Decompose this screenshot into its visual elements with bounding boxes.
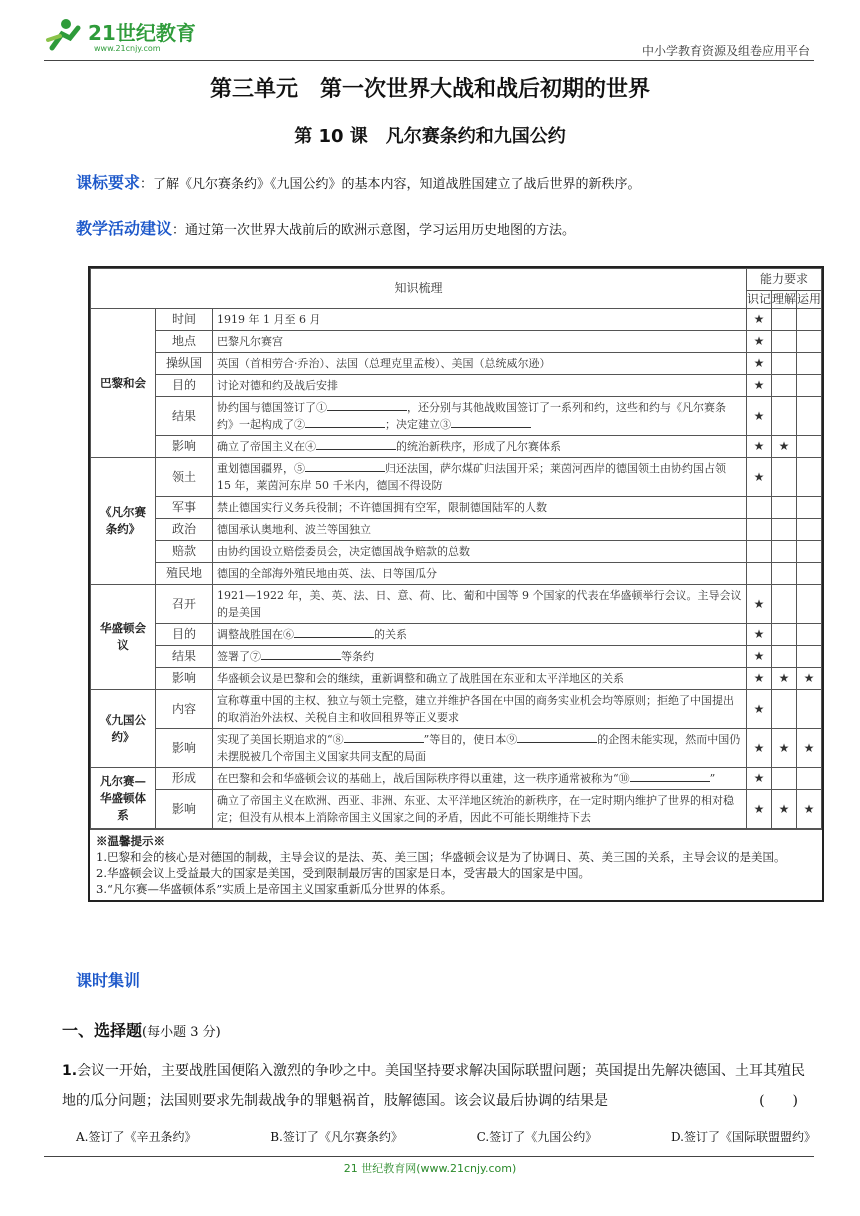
row-label: 影响 xyxy=(156,790,213,829)
star-mark: ★ xyxy=(747,353,772,375)
content-part: ；决定建立③ xyxy=(385,418,451,431)
practice-title: 课时集训 xyxy=(76,971,141,990)
star-mark: ★ xyxy=(747,790,772,829)
table-row xyxy=(91,646,822,668)
row-content xyxy=(213,436,747,458)
star-mark: ★ xyxy=(747,375,772,397)
ability-cell xyxy=(797,497,822,519)
row-content: 德国的全部海外殖民地由英、法、日等国瓜分 xyxy=(213,563,747,585)
ability-col: 运用 xyxy=(797,291,822,309)
star-mark: ★ xyxy=(747,646,772,668)
options-row xyxy=(76,1128,816,1145)
group-name: 华盛顿会议 xyxy=(91,585,156,690)
row-content xyxy=(213,646,747,668)
ability-header: 能力要求 xyxy=(747,269,822,291)
content-part: 的关系 xyxy=(374,628,407,641)
row-content: 讨论对德和约及战后安排 xyxy=(213,375,747,397)
star-mark: ★ xyxy=(797,729,822,768)
row-label: 影响 xyxy=(156,436,213,458)
fill-blank xyxy=(451,427,531,428)
table-row xyxy=(91,331,822,353)
table-row xyxy=(91,541,822,563)
row-content: 1919 年 1 月至 6 月 xyxy=(213,309,747,331)
tip-item: 1.巴黎和会的核心是对德国的制裁，主导会议的是法、英、美三国；华盛顿会议是为了协调日、英、美三国的关系，主导会议的是美国。 xyxy=(96,850,786,864)
ability-col: 理解 xyxy=(772,291,797,309)
row-content: 宣称尊重中国的主权、独立与领土完整，建立并维护各国在中国的商务实业机会均等原则；拒绝了中国提出的取消治外法权、关税自主和收回租界等正义要求 xyxy=(213,690,747,729)
fill-blank xyxy=(517,742,597,743)
row-content xyxy=(213,624,747,646)
fill-blank xyxy=(305,471,385,472)
ability-cell xyxy=(797,585,822,624)
content-part: 协约国与德国签订了① xyxy=(217,401,327,414)
ability-cell xyxy=(772,353,797,375)
ability-cell xyxy=(772,624,797,646)
row-content xyxy=(213,397,747,436)
fill-blank xyxy=(344,742,424,743)
ability-cell xyxy=(797,690,822,729)
ability-cell xyxy=(797,353,822,375)
content-part: ，还分别与其他战败国签订了一系列和约，这些和约与《凡尔赛条约》一起构成了② xyxy=(217,401,726,431)
table-row xyxy=(91,519,822,541)
table-row xyxy=(91,397,822,436)
star-mark: ★ xyxy=(797,668,822,690)
requirement-text: ：了解《凡尔赛条约》《九国公约》的基本内容，知道战胜国建立了战后世界的新秩序。 xyxy=(140,177,641,192)
tip-item: 2.华盛顿会议上受益最大的国家是美国，受到限制最厉害的国家是日本，受害最大的国家是中国。 xyxy=(96,866,590,880)
row-label: 时间 xyxy=(156,309,213,331)
option-c: C.签订了《九国公约》 xyxy=(476,1130,598,1144)
row-label: 影响 xyxy=(156,668,213,690)
row-label: 结果 xyxy=(156,646,213,668)
star-mark: ★ xyxy=(747,436,772,458)
section-note: (每小题 3 分) xyxy=(142,1025,221,1040)
star-mark: ★ xyxy=(772,729,797,768)
table-row xyxy=(91,436,822,458)
activity-suggestion xyxy=(76,216,575,239)
footer-text: 21 世纪教育网(www.21cnjy.com) xyxy=(343,1162,517,1175)
group-name: 凡尔赛—华盛顿体系 xyxy=(91,768,156,829)
site-logo xyxy=(44,14,214,54)
row-label: 目的 xyxy=(156,375,213,397)
row-label: 领土 xyxy=(156,458,213,497)
table-row xyxy=(91,309,822,331)
logo-text: 21世纪教育 xyxy=(88,21,196,45)
option-b: B.签订了《凡尔赛条约》 xyxy=(270,1130,403,1144)
row-label: 政治 xyxy=(156,519,213,541)
ability-cell xyxy=(747,563,772,585)
unit-title: 第三单元 第一次世界大战和战后初期的世界 xyxy=(209,77,650,102)
group-name: 《凡尔赛条约》 xyxy=(91,458,156,585)
ability-cell xyxy=(772,768,797,790)
table-row xyxy=(91,624,822,646)
ability-cell xyxy=(772,646,797,668)
ability-cell xyxy=(772,458,797,497)
ability-cell xyxy=(797,563,822,585)
ability-cell xyxy=(797,624,822,646)
ability-cell xyxy=(747,519,772,541)
content-part: 实现了美国长期追求的“⑧ xyxy=(217,733,344,746)
table-row xyxy=(91,353,822,375)
question-stem: 会议一开始，主要战胜国便陷入激烈的争吵之中。美国坚持要求解决国际联盟问题；英国提出先解决德国、土耳其殖民地的瓜分问题；法国则要求先制裁战争的罪魁祸首，肢解德国。该会议最后协调的结果是 xyxy=(62,1063,806,1109)
row-content xyxy=(213,768,747,790)
star-mark: ★ xyxy=(747,585,772,624)
row-label: 召开 xyxy=(156,585,213,624)
content-part: 归还法国，萨尔煤矿归法国开采；莱茵河西岸的德国领土由协约国占领 15 年，莱茵河东岸 50 千米内，德国不得设防 xyxy=(217,462,726,492)
ability-cell xyxy=(747,497,772,519)
content-part: ” xyxy=(709,772,716,785)
row-content: 华盛顿会议是巴黎和会的继续，重新调整和确立了战胜国在东亚和太平洋地区的关系 xyxy=(213,668,747,690)
ability-cell xyxy=(797,646,822,668)
ability-cell xyxy=(772,397,797,436)
content-part: 确立了帝国主义在④ xyxy=(217,440,316,453)
row-label: 赔款 xyxy=(156,541,213,563)
star-mark: ★ xyxy=(747,768,772,790)
ability-cell xyxy=(797,436,822,458)
suggestion-text: ：通过第一次世界大战前后的欧洲示意图，学习运用历史地图的方法。 xyxy=(172,223,576,238)
star-mark: ★ xyxy=(772,436,797,458)
star-mark: ★ xyxy=(747,624,772,646)
star-mark: ★ xyxy=(772,668,797,690)
ability-cell xyxy=(772,375,797,397)
answer-paren: ( ) xyxy=(759,1093,798,1109)
row-label: 影响 xyxy=(156,729,213,768)
star-mark: ★ xyxy=(747,331,772,353)
star-mark: ★ xyxy=(772,790,797,829)
row-content: 英国（首相劳合·乔治）、法国（总理克里孟梭）、美国（总统威尔逊） xyxy=(213,353,747,375)
fill-blank xyxy=(316,449,396,450)
ability-cell xyxy=(797,519,822,541)
fill-blank xyxy=(327,410,407,411)
row-label: 地点 xyxy=(156,331,213,353)
table-row xyxy=(91,375,822,397)
row-label: 军事 xyxy=(156,497,213,519)
star-mark: ★ xyxy=(747,729,772,768)
content-part: 重划德国疆界，⑤ xyxy=(217,462,305,475)
ability-cell xyxy=(797,541,822,563)
section-heading: 一、选择题 xyxy=(62,1021,143,1040)
ability-cell xyxy=(772,497,797,519)
row-label: 形成 xyxy=(156,768,213,790)
table-row xyxy=(91,563,822,585)
question-number: 1. xyxy=(62,1063,78,1079)
knowledge-table xyxy=(88,266,824,902)
row-label: 殖民地 xyxy=(156,563,213,585)
table-row xyxy=(91,458,822,497)
option-a: A.签订了《辛丑条约》 xyxy=(76,1130,197,1144)
ability-cell xyxy=(772,519,797,541)
star-mark: ★ xyxy=(797,790,822,829)
ability-cell xyxy=(772,541,797,563)
ability-cell xyxy=(772,309,797,331)
platform-name: 中小学教育资源及组卷应用平台 xyxy=(641,44,810,58)
group-name: 《九国公约》 xyxy=(91,690,156,768)
logo-url: www.21cnjy.com xyxy=(94,44,161,53)
row-content xyxy=(213,458,747,497)
suggestion-key: 教学活动建议 xyxy=(76,219,173,238)
footer-divider xyxy=(44,1156,814,1157)
header-divider xyxy=(44,60,814,61)
content-part: 等条约 xyxy=(341,650,374,663)
ability-cell xyxy=(772,563,797,585)
tips-title: ※温馨提示※ xyxy=(96,834,165,848)
star-mark: ★ xyxy=(747,309,772,331)
star-mark: ★ xyxy=(747,397,772,436)
ability-cell xyxy=(797,331,822,353)
content-part: 在巴黎和会和华盛顿会议的基础上，战后国际秩序得以重建，这一秩序通常被称为“⑩ xyxy=(217,772,630,785)
fill-blank xyxy=(261,659,341,660)
table-header: 知识梳理 xyxy=(91,269,747,309)
row-content: 1921—1922 年，美、英、法、日、意、荷、比、葡和中国等 9 个国家的代表在华盛顿举行会议。主导会议的是美国 xyxy=(213,585,747,624)
section-title xyxy=(62,1018,221,1041)
row-label: 结果 xyxy=(156,397,213,436)
ability-col: 识记 xyxy=(747,291,772,309)
content-part: 的企图未能实现，然而中国仍未摆脱被几个帝国主义国家共同支配的局面 xyxy=(217,733,741,763)
content-part: 调整战胜国在⑥ xyxy=(217,628,294,641)
row-content: 巴黎凡尔赛宫 xyxy=(213,331,747,353)
row-content xyxy=(213,729,747,768)
group-name: 巴黎和会 xyxy=(91,309,156,458)
ability-cell xyxy=(797,768,822,790)
table-row xyxy=(91,790,822,829)
ability-cell xyxy=(772,331,797,353)
curriculum-requirement xyxy=(76,170,641,193)
row-content: 禁止德国实行义务兵役制；不许德国拥有空军，限制德国陆军的人数 xyxy=(213,497,747,519)
row-label: 操纵国 xyxy=(156,353,213,375)
row-content: 确立了帝国主义在欧洲、西亚、非洲、东亚、太平洋地区统治的新秩序，在一定时期内维护了世界的相对稳定；但没有从根本上消除帝国主义国家之间的矛盾，因此不可能长期维持下去 xyxy=(213,790,747,829)
lesson-title: 第 10 课 凡尔赛条约和九国公约 xyxy=(294,126,566,147)
question-1 xyxy=(62,1056,812,1116)
fill-blank xyxy=(294,637,374,638)
row-content: 由协约国设立赔偿委员会，决定德国战争赔款的总数 xyxy=(213,541,747,563)
row-label: 内容 xyxy=(156,690,213,729)
star-mark: ★ xyxy=(747,690,772,729)
ability-cell xyxy=(797,375,822,397)
content-part: 签署了⑦ xyxy=(217,650,261,663)
tip-item: 3.“凡尔赛—华盛顿体系”实质上是帝国主义国家重新瓜分世界的体系。 xyxy=(96,882,453,896)
table-row xyxy=(91,690,822,729)
table-row xyxy=(91,497,822,519)
fill-blank xyxy=(305,427,385,428)
row-content: 德国承认奥地利、波兰等国独立 xyxy=(213,519,747,541)
table-row xyxy=(91,729,822,768)
ability-cell xyxy=(772,585,797,624)
table-row xyxy=(91,768,822,790)
content-part: 的统治新秩序，形成了凡尔赛体系 xyxy=(396,440,561,453)
table-row xyxy=(91,585,822,624)
star-mark: ★ xyxy=(747,668,772,690)
tips-box xyxy=(90,829,822,900)
row-label: 目的 xyxy=(156,624,213,646)
ability-cell xyxy=(797,397,822,436)
ability-cell xyxy=(747,541,772,563)
star-mark: ★ xyxy=(747,458,772,497)
ability-cell xyxy=(797,309,822,331)
ability-cell xyxy=(797,458,822,497)
option-d: D.签订了《国际联盟盟约》 xyxy=(670,1130,816,1144)
table-row xyxy=(91,668,822,690)
ability-cell xyxy=(772,690,797,729)
content-part: ”等目的，使日本⑨ xyxy=(423,733,518,746)
requirement-key: 课标要求 xyxy=(76,173,141,192)
fill-blank xyxy=(630,781,710,782)
